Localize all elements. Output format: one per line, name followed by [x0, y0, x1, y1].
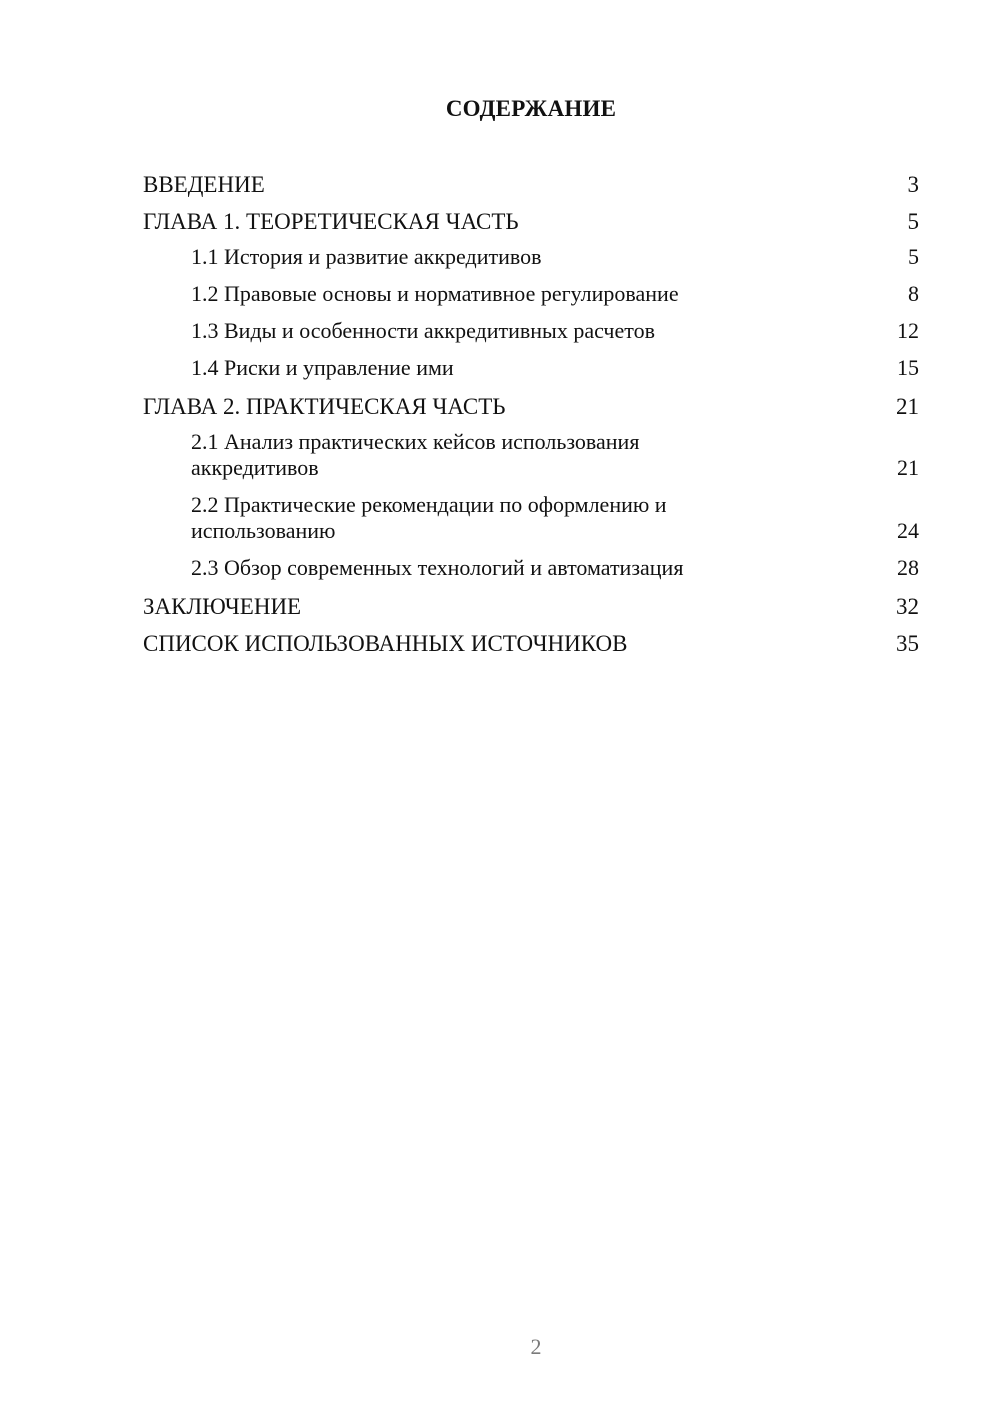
toc-entry-chapter-1[interactable]	[143, 207, 919, 236]
toc-entry-introduction[interactable]	[143, 170, 919, 199]
toc-entry-label: 1.2 Правовые основы и нормативное регулирование	[191, 281, 679, 306]
toc-entry-references[interactable]	[143, 629, 919, 658]
toc-entry-label: 2.3 Обзор современных технологий и автоматизация	[191, 555, 684, 580]
toc-entry-section-1-3[interactable]	[143, 318, 919, 344]
toc-entry-section-2-3[interactable]	[143, 555, 919, 581]
toc-entry-page-number: 28	[897, 555, 919, 580]
toc-entry-page-number: 5	[908, 244, 919, 269]
toc-title: СОДЕРЖАНИЕ	[445, 96, 617, 121]
toc-entry-section-2-2[interactable]	[143, 492, 919, 544]
toc-entry-page-number: 8	[908, 281, 919, 306]
toc-entry-section-1-1[interactable]	[143, 244, 919, 270]
toc-entry-label: ЗАКЛЮЧЕНИЕ	[143, 594, 302, 619]
toc-entry-label: СПИСОК ИСПОЛЬЗОВАННЫХ ИСТОЧНИКОВ	[143, 631, 628, 656]
toc-entry-page-number: 21	[896, 394, 919, 419]
toc-entry-page-number: 5	[907, 209, 919, 234]
toc-entry-page-number: 35	[896, 631, 919, 656]
toc-entry-label: 1.3 Виды и особенности аккредитивных расчетов	[191, 318, 655, 343]
toc-entry-label: 1.1 История и развитие аккредитивов	[191, 244, 542, 269]
toc-entry-label: ГЛАВА 1. ТЕОРЕТИЧЕСКАЯ ЧАСТЬ	[143, 209, 519, 234]
footer-page-number: 2	[530, 1334, 542, 1359]
toc-entry-page-number: 3	[907, 172, 919, 197]
toc-entry-page-number: 24	[897, 518, 919, 543]
toc-entry-label: 2.2 Практические рекомендации по оформлению и использованию	[191, 492, 667, 543]
toc-entry-section-2-1[interactable]	[143, 429, 919, 481]
toc-entry-page-number: 12	[897, 318, 919, 343]
toc-entry-label: 2.1 Анализ практических кейсов использования аккредитивов	[191, 429, 640, 480]
toc-entry-label: ВВЕДЕНИЕ	[143, 172, 265, 197]
toc-entry-section-1-4[interactable]	[143, 355, 919, 381]
toc-entry-page-number: 21	[897, 455, 919, 480]
toc-entry-conclusion[interactable]	[143, 592, 919, 621]
toc-entry-label: 1.4 Риски и управление ими	[191, 355, 454, 380]
table-of-contents	[143, 170, 919, 666]
toc-entry-chapter-2[interactable]	[143, 392, 919, 421]
toc-entry-label: ГЛАВА 2. ПРАКТИЧЕСКАЯ ЧАСТЬ	[143, 394, 506, 419]
toc-entry-page-number: 32	[896, 594, 919, 619]
toc-entry-page-number: 15	[897, 355, 919, 380]
toc-entry-section-1-2[interactable]	[143, 281, 919, 307]
